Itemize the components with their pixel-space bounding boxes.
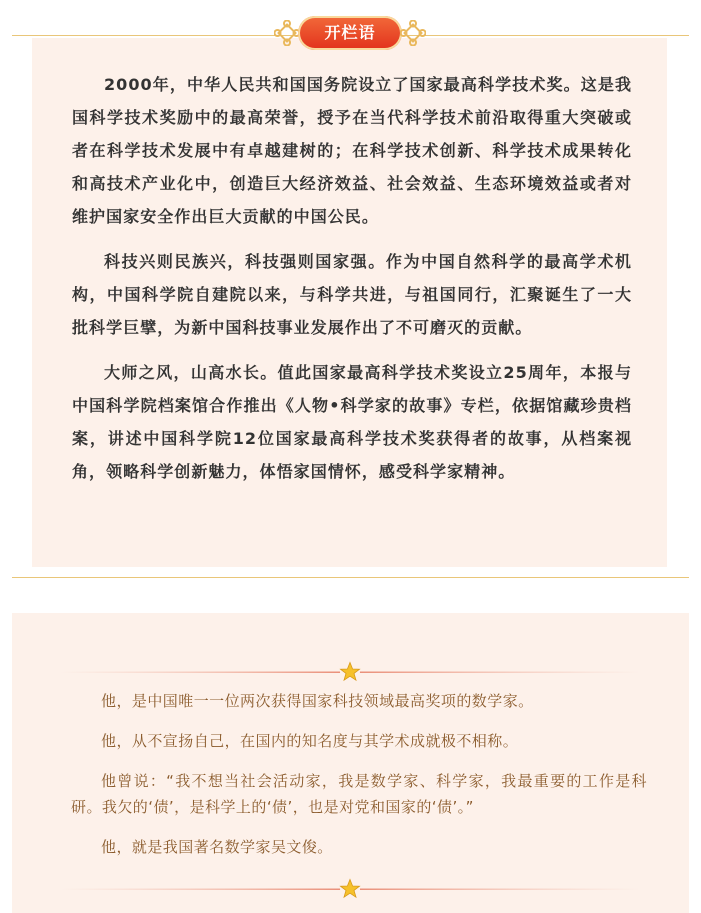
story-paragraph: 他，是中国唯一一位两次获得国家科技领域最高奖项的数学家。 [101, 692, 534, 710]
badge-label: 开栏语 [298, 16, 402, 50]
star-icon [340, 662, 360, 682]
intro-text [72, 68, 632, 488]
column-badge [262, 14, 438, 54]
star-icon [340, 879, 360, 899]
chinese-knot-icon [400, 20, 426, 46]
story-paragraph: 他，就是我国著名数学家吴文俊。 [101, 838, 333, 856]
intro-paragraph: 大师之风，山高水长。值此国家最高科学技术奖设立25周年，本报与中国科学院档案馆合作推出《人物•科学家的故事》专栏，依据馆藏珍贵档案，讲述中国科学院12位国家最高科学技术奖获得者的故事，从档案视角，领略科学创新魅力，体悟家国情怀，感受科学家精神。 [72, 363, 632, 481]
chinese-knot-icon [274, 20, 300, 46]
intro-paragraph: 2000年，中华人民共和国国务院设立了国家最高科学技术奖。这是我国科学技术奖励中的最高荣誉，授予在当代科学技术前沿取得重大突破或者在科学技术发展中有卓越建树的；在科学技术创新、科学技术成果转化和高技术产业化中，创造巨大经济效益、社会效益、生态环境效益或者对维护国家安全作出巨大贡献的中国公民。 [72, 75, 632, 226]
star-divider [60, 878, 640, 900]
star-divider [60, 661, 640, 683]
section-divider-line [12, 577, 689, 578]
story-text [71, 688, 647, 874]
intro-paragraph: 科技兴则民族兴，科技强则国家强。作为中国自然科学的最高学术机构，中国科学院自建院以来，与科学共进，与祖国同行，汇聚诞生了一大批科学巨擘，为新中国科技事业发展作出了不可磨灭的贡献。 [72, 252, 632, 337]
story-paragraph: 他，从不宣扬自己，在国内的知名度与其学术成就极不相称。 [101, 732, 519, 750]
story-paragraph: 他曾说：“我不想当社会活动家，我是数学家、科学家，我最重要的工作是科研。我欠的‘债’，是科学上的‘债’，也是对党和国家的‘债’。” [71, 772, 647, 816]
